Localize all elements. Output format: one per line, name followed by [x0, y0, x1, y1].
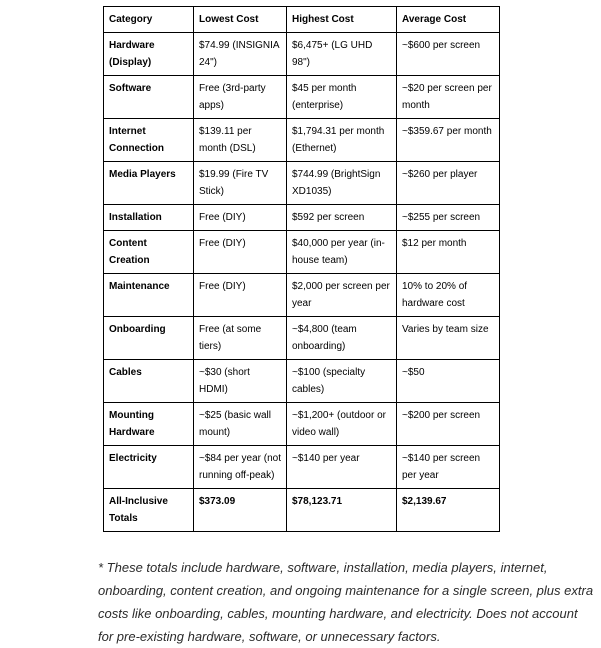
- average-cell: ~$255 per screen: [397, 205, 500, 231]
- column-header: Category: [104, 7, 194, 33]
- lowest-cell: ~$25 (basic wall mount): [194, 403, 287, 446]
- lowest-cell: $74.99 (INSIGNIA 24"): [194, 33, 287, 76]
- lowest-cell: Free (DIY): [194, 205, 287, 231]
- lowest-cell: Free (DIY): [194, 274, 287, 317]
- average-cell: ~$200 per screen: [397, 403, 500, 446]
- average-cell: 10% to 20% of hardware cost: [397, 274, 500, 317]
- highest-cell: $744.99 (BrightSign XD1035): [287, 162, 397, 205]
- average-cell: ~$20 per screen per month: [397, 76, 500, 119]
- category-cell: Internet Connection: [104, 119, 194, 162]
- highest-cell: $2,000 per screen per year: [287, 274, 397, 317]
- table-row: [104, 205, 500, 231]
- highest-cell: ~$100 (specialty cables): [287, 360, 397, 403]
- table-row: [104, 76, 500, 119]
- header-row: [104, 7, 500, 33]
- lowest-cell: ~$84 per year (not running off-peak): [194, 446, 287, 489]
- table-header: [104, 7, 500, 33]
- column-header: Highest Cost: [287, 7, 397, 33]
- highest-cell: $592 per screen: [287, 205, 397, 231]
- category-cell: Onboarding: [104, 317, 194, 360]
- category-cell: Electricity: [104, 446, 194, 489]
- lowest-cell: Free (DIY): [194, 231, 287, 274]
- lowest-cell: $19.99 (Fire TV Stick): [194, 162, 287, 205]
- highest-cell: $1,794.31 per month (Ethernet): [287, 119, 397, 162]
- category-cell: All-Inclusive Totals: [104, 489, 194, 532]
- lowest-cell: Free (at some tiers): [194, 317, 287, 360]
- highest-cell: $45 per month (enterprise): [287, 76, 397, 119]
- average-cell: ~$50: [397, 360, 500, 403]
- average-cell: Varies by team size: [397, 317, 500, 360]
- table-row: [104, 33, 500, 76]
- table-row: [104, 360, 500, 403]
- totals-footnote: * These totals include hardware, software, installation, media players, internet, onboarding, content creation, and ongoing maintenance for a single screen, plus extra costs like onboarding, cables, mounting hardware, and electricity. Does not account for pre-existing hardware, software, or unnecessary factors.: [98, 560, 594, 644]
- highest-cell: ~$140 per year: [287, 446, 397, 489]
- table-row: [104, 446, 500, 489]
- highest-cell: ~$1,200+ (outdoor or video wall): [287, 403, 397, 446]
- lowest-cell: Free (3rd-party apps): [194, 76, 287, 119]
- average-cell: $12 per month: [397, 231, 500, 274]
- average-cell: ~$140 per screen per year: [397, 446, 500, 489]
- category-cell: Maintenance: [104, 274, 194, 317]
- lowest-cell: $373.09: [194, 489, 287, 532]
- table-row: [104, 317, 500, 360]
- table-row: [104, 489, 500, 532]
- category-cell: Hardware (Display): [104, 33, 194, 76]
- table-row: [104, 403, 500, 446]
- highest-cell: $78,123.71: [287, 489, 397, 532]
- column-header: Average Cost: [397, 7, 500, 33]
- lowest-cell: $139.11 per month (DSL): [194, 119, 287, 162]
- average-cell: ~$260 per player: [397, 162, 500, 205]
- average-cell: ~$600 per screen: [397, 33, 500, 76]
- highest-cell: ~$4,800 (team onboarding): [287, 317, 397, 360]
- category-cell: Mounting Hardware: [104, 403, 194, 446]
- table-row: [104, 162, 500, 205]
- table-row: [104, 274, 500, 317]
- category-cell: Installation: [104, 205, 194, 231]
- category-cell: Content Creation: [104, 231, 194, 274]
- cost-comparison-table: [103, 6, 500, 532]
- category-cell: Software: [104, 76, 194, 119]
- average-cell: ~$359.67 per month: [397, 119, 500, 162]
- highest-cell: $6,475+ (LG UHD 98"): [287, 33, 397, 76]
- lowest-cell: ~$30 (short HDMI): [194, 360, 287, 403]
- highest-cell: $40,000 per year (in-house team): [287, 231, 397, 274]
- category-cell: Media Players: [104, 162, 194, 205]
- table-row: [104, 119, 500, 162]
- table-row: [104, 231, 500, 274]
- table-body: [104, 33, 500, 532]
- column-header: Lowest Cost: [194, 7, 287, 33]
- average-cell: $2,139.67: [397, 489, 500, 532]
- category-cell: Cables: [104, 360, 194, 403]
